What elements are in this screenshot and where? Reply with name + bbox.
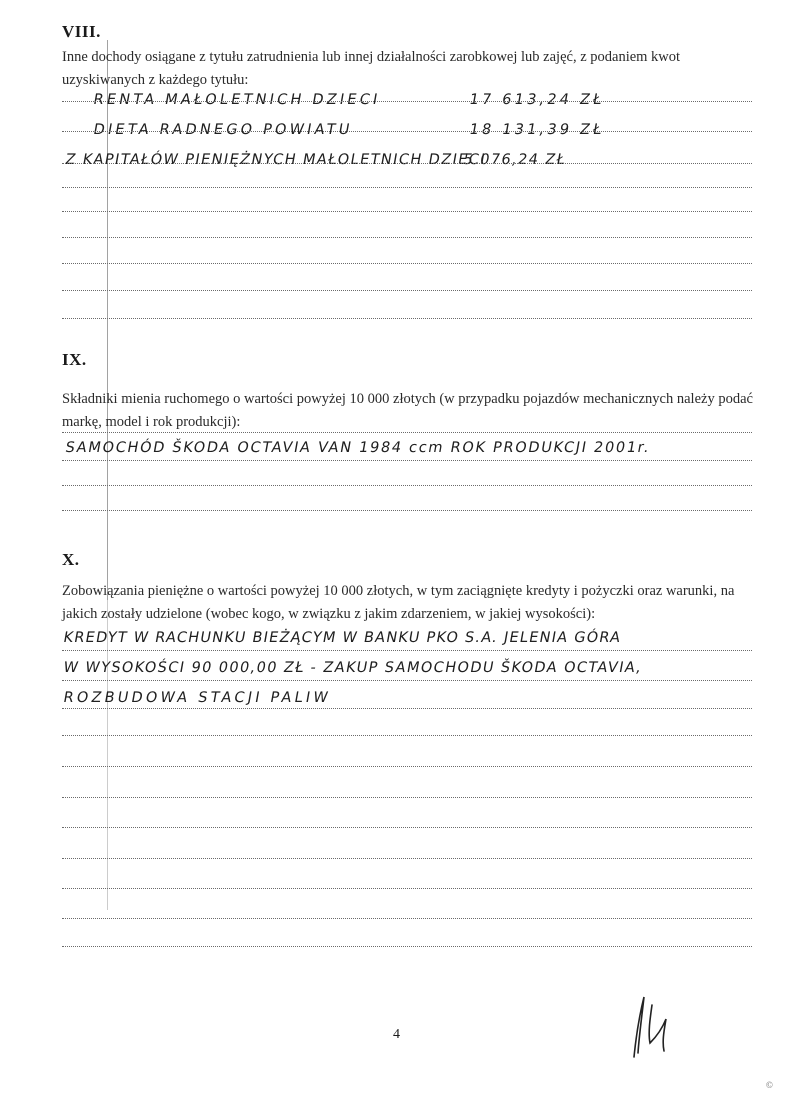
dotted-line (62, 318, 752, 319)
section-viii-description: Inne dochody osiągane z tytułu zatrudnienia lub innej działalności zarobkowej lub zajęć, z podaniem kwot uzyskiwanych z każdego tytułu: (62, 49, 681, 88)
dotted-line (62, 888, 752, 889)
section-x-entry-2: W WYSOKOŚCI 90 000,00 ZŁ - ZAKUP SAMOCHODU ŠKODA OCTAVIA, (62, 660, 644, 676)
dotted-line (62, 827, 752, 828)
dotted-line (62, 766, 752, 767)
dotted-line (62, 680, 752, 681)
dotted-line (62, 237, 752, 238)
dotted-line (62, 510, 752, 511)
dotted-line (62, 460, 752, 461)
section-x-entry-1: KREDYT W RACHUNKU BIEŻĄCYM W BANKU PKO S.A. JELENIA GÓRA (62, 630, 623, 646)
section-viii-entry-3-label: Z KAPITAŁÓW PIENIĘŻNYCH MAŁOLETNICH DZIECI (64, 152, 488, 168)
section-viii-entry-2-amount: 18 131,39 ZŁ (468, 122, 606, 138)
section-viii-entry-2-label: DIETA RADNEGO POWIATU (92, 122, 354, 138)
margin-rule-lower (107, 600, 108, 910)
dotted-line (62, 163, 752, 164)
dotted-line (62, 650, 752, 651)
signature (612, 985, 692, 1065)
section-viii-heading: VIII. (62, 22, 101, 41)
section-viii-entry-3-amount: 5 076,24 ZŁ (462, 152, 568, 168)
dotted-line (62, 918, 752, 919)
dotted-line (62, 187, 752, 188)
section-ix-entry-1: SAMOCHÓD ŠKODA OCTAVIA VAN 1984 ccm ROK PRODUKCJI 2001r. (64, 440, 652, 456)
dotted-line (62, 432, 752, 433)
dotted-line (62, 797, 752, 798)
dotted-line (62, 131, 752, 132)
corner-mark: © (766, 1080, 773, 1090)
section-x-entry-3: ROZBUDOWA STACJI PALIW (62, 690, 333, 706)
dotted-line (62, 101, 752, 102)
dotted-line (62, 708, 752, 709)
section-x-description: Zobowiązania pieniężne o wartości powyżej 10 000 złotych, w tym zaciągnięte kredyty i pożyczki oraz warunki, na jakich zostały udzielone (wobec kogo, w związku z jakim zdarzeniem, w jakiej wysokości): (62, 583, 735, 622)
section-viii-entry-1-amount: 17 613,24 ZŁ (468, 92, 606, 108)
section-x-heading: X. (62, 550, 80, 569)
dotted-line (62, 735, 752, 736)
dotted-line (62, 485, 752, 486)
section-ix-description: Składniki mienia ruchomego o wartości powyżej 10 000 złotych (w przypadku pojazdów mechanicznych należy podać markę, model i rok produkcji): (62, 391, 753, 430)
dotted-line (62, 211, 752, 212)
section-ix-heading: IX. (62, 350, 87, 369)
page-number: 4 (393, 1027, 400, 1042)
dotted-line (62, 858, 752, 859)
dotted-line (62, 290, 752, 291)
dotted-line (62, 263, 752, 264)
section-viii-entry-1-label: RENTA MAŁOLETNICH DZIECI (92, 92, 382, 108)
dotted-line (62, 946, 752, 947)
